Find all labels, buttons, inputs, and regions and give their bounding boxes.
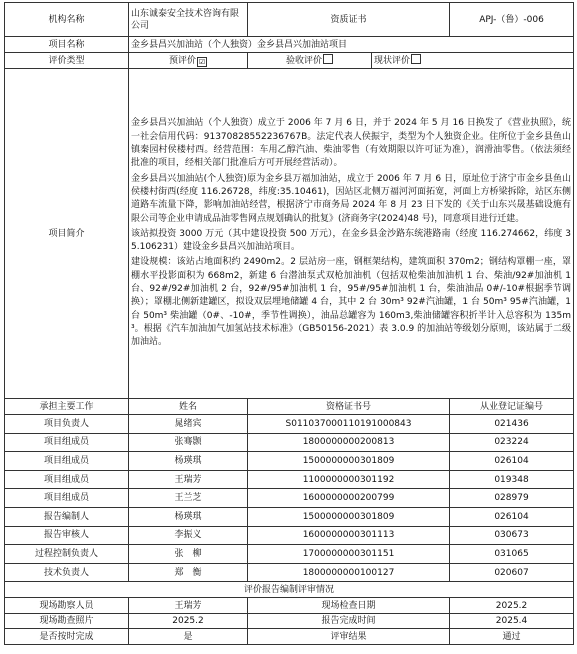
project-value: 金乡县昌兴加油站（个人独资）金乡县昌兴加油站项目 — [129, 37, 574, 53]
intro-label: 项目简介 — [5, 69, 129, 399]
review-value: 通过 — [450, 629, 574, 645]
staff-reg: 020607 — [450, 563, 574, 582]
eval-option-label: 预评价 — [168, 55, 196, 66]
checkbox-checked-icon: ☑ — [198, 57, 206, 66]
staff-role: 报告编制人 — [5, 507, 129, 526]
staff-header-cert: 资格证书号 — [248, 399, 450, 415]
cert-label: 资质证书 — [248, 3, 450, 37]
staff-name: 杨瑛琪 — [129, 452, 248, 471]
staff-name: 张骞颢 — [129, 433, 248, 452]
review-key: 报告完成时间 — [248, 613, 450, 629]
review-key: 现场勘察人员 — [5, 598, 129, 614]
staff-reg: 031065 — [450, 545, 574, 564]
staff-role: 技术负责人 — [5, 563, 129, 582]
staff-role: 项目组成员 — [5, 489, 129, 508]
eval-type-label: 评价类型 — [5, 53, 129, 69]
staff-cert: 1800000000200813 — [248, 433, 450, 452]
staff-cert: 1500000000301809 — [248, 452, 450, 471]
review-section-row — [5, 582, 574, 598]
table-row — [5, 415, 574, 434]
table-row — [5, 470, 574, 489]
staff-role: 过程控制负责人 — [5, 545, 129, 564]
staff-role: 报告审核人 — [5, 526, 129, 545]
checkbox-icon — [411, 54, 421, 64]
project-label: 项目名称 — [5, 37, 129, 53]
staff-cert: 1500000000301809 — [248, 507, 450, 526]
project-row — [5, 37, 574, 53]
org-label: 机构名称 — [5, 3, 129, 37]
eval-option-label: 验收评价 — [285, 56, 322, 66]
eval-option-status — [372, 53, 574, 69]
cert-value: APJ-（鲁）-006 — [450, 3, 574, 37]
staff-name: 杨瑛琪 — [129, 507, 248, 526]
staff-header-row — [5, 399, 574, 415]
review-value: 2025.4 — [450, 613, 574, 629]
intro-row — [5, 69, 574, 399]
review-key: 现场检查日期 — [248, 598, 450, 614]
table-row — [5, 613, 574, 629]
table-row — [5, 433, 574, 452]
staff-name: 张 柳 — [129, 545, 248, 564]
staff-reg: 026104 — [450, 452, 574, 471]
intro-paragraph: 金乡县昌兴加油站(个人独资)原为金乡县万福加油站，成立于 2006 年 7 月 6 日，原址位于济宁市金乡县鱼山侯楼村街西(经度 116.26728，纬度:35.10461)，因站区北侧万福河河面拓宽，河面上方桥梁拆除，站区东侧道路车流量下降，影响加油站经营，根据济宁市商务局 2024 年 8 月 23 日下发的《关于山东兴晟基础设施有限公司等企业申请成品油零售网点规划确认的批复》(济商务字(2024)48 号)，同意项目进行迁建。 — [131, 173, 572, 224]
staff-role: 项目组成员 — [5, 433, 129, 452]
staff-cert: 1800000000100127 — [248, 563, 450, 582]
staff-reg: 023224 — [450, 433, 574, 452]
checkbox-icon — [323, 54, 333, 64]
staff-name: 郑 衡 — [129, 563, 248, 582]
intro-paragraph: 建设规模：该站占地面积约 2490m2。2 层站房一座，钢框架结构，建筑面积 370m2；钢结构罩棚一座，罩棚水平投影面积为 668m2，新建 6 台潜油泵式双枪加油机（包括双枪柴油加油机 1 台、柴油/92#加油机 1 台、92#/92#加油机 2 台，92#/95#加油机 1 台，95#/95#加油机 1 台，柴油油品 0#/-10#根据季节调换）；罩棚北侧新建罐区，拟设双层埋地储罐 4 台，其中 2 台 30m³ 92#汽油罐，1 台 50m³ 95#汽油罐，1 台 50m³ 柴油罐（0#、-10#，季节性调换），油品总罐容为 160m3,柴油储罐容积折半计入总容积为 135m³。根据《汽车加油加气加氢站技术标准》（GB50156-2021）表 3.0.9 的加油站等级划分原则，该站属于二级加油站。 — [131, 257, 572, 348]
staff-cert: S011037000110191000843 — [248, 415, 450, 434]
review-value: 2025.2 — [450, 598, 574, 614]
staff-reg: 028979 — [450, 489, 574, 508]
review-value: 2025.2 — [129, 613, 248, 629]
staff-cert: 1100000000301192 — [248, 470, 450, 489]
review-value: 王瑞芳 — [129, 598, 248, 614]
eval-option-acceptance — [248, 53, 372, 69]
intro-content — [129, 69, 574, 399]
staff-cert: 1600000000301113 — [248, 526, 450, 545]
review-key: 现场勘查照片 — [5, 613, 129, 629]
table-row — [5, 563, 574, 582]
table-row — [5, 489, 574, 508]
staff-role: 项目负责人 — [5, 415, 129, 434]
staff-reg: 021436 — [450, 415, 574, 434]
staff-header-reg: 从业登记证编号 — [450, 399, 574, 415]
intro-paragraph: 该站拟投资 3000 万元（其中建设投资 500 万元），在金乡县金沙路东统港路南（经度 116.274662，纬度 35.106231）建设金乡县昌兴加油站项目。 — [131, 228, 572, 253]
review-key: 是否按时完成 — [5, 629, 129, 645]
staff-role: 项目组成员 — [5, 452, 129, 471]
table-row — [5, 452, 574, 471]
review-value: 是 — [129, 629, 248, 645]
eval-type-row — [5, 53, 574, 69]
staff-cert: 1700000000301151 — [248, 545, 450, 564]
staff-cert: 1600000000200799 — [248, 489, 450, 508]
table-row — [5, 629, 574, 645]
staff-reg: 026104 — [450, 507, 574, 526]
table-row — [5, 545, 574, 564]
staff-header-name: 姓名 — [129, 399, 248, 415]
review-section-title: 评价报告编制评审情况 — [5, 582, 574, 598]
intro-paragraph: 金乡县昌兴加油站（个人独资）成立于 2006 年 7 月 6 日，并于 2024 年 5 月 16 日换发了《营业执照》，统一社会信用代码：91370828552236767B。法定代表人侯振宇，类型为个人独资企业。住所位于金乡县鱼山镇秦园村侯楼村西。经营范围：车用乙醇汽油、柴油零售（有效期限以许可证为准），润滑油零售。（依法须经批准的项目，经相关部门批准后方可开展经营活动）。 — [131, 118, 572, 169]
table-row — [5, 507, 574, 526]
evaluation-info-table — [4, 2, 574, 645]
staff-name: 王瑞芳 — [129, 470, 248, 489]
table-row — [5, 526, 574, 545]
review-key: 评审结果 — [248, 629, 450, 645]
org-value: 山东诚泰安全技术咨询有限公司 — [129, 3, 248, 37]
staff-header-role: 承担主要工作 — [5, 399, 129, 415]
table-row — [5, 598, 574, 614]
org-row — [5, 3, 574, 37]
eval-option-pre — [129, 53, 248, 69]
staff-name: 王兰芝 — [129, 489, 248, 508]
eval-option-label: 现状评价 — [374, 56, 411, 66]
staff-role: 项目组成员 — [5, 470, 129, 489]
staff-reg: 030673 — [450, 526, 574, 545]
staff-reg: 019348 — [450, 470, 574, 489]
staff-name: 李振义 — [129, 526, 248, 545]
staff-name: 晁绪宾 — [129, 415, 248, 434]
